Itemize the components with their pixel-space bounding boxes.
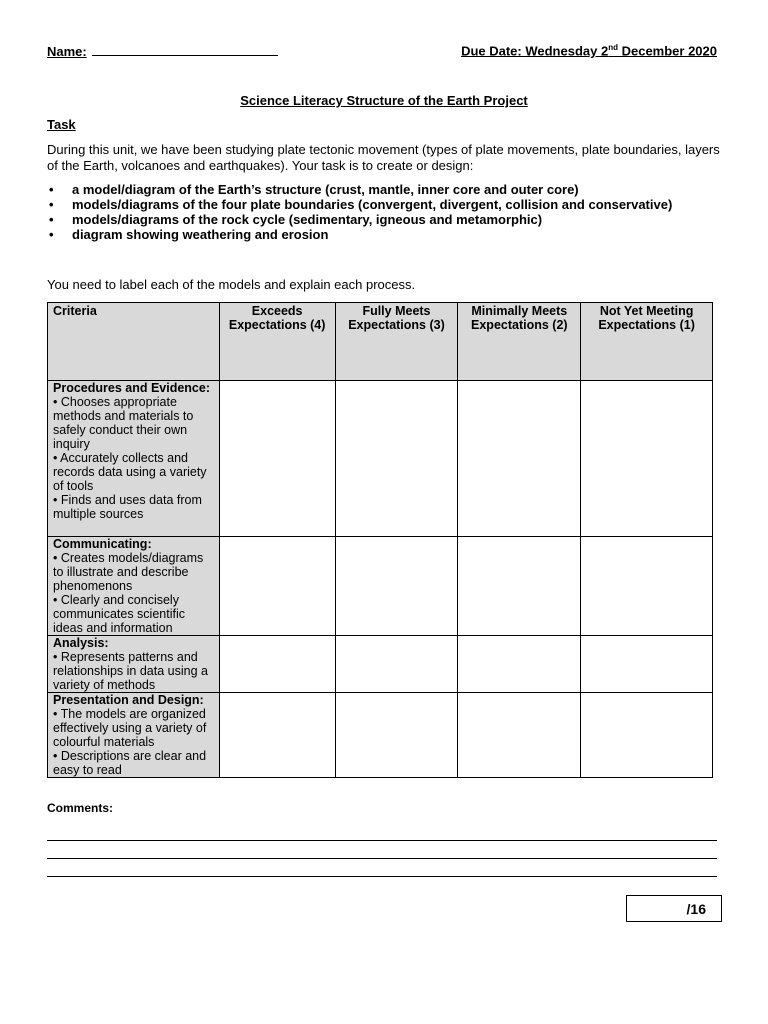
task-bullet: • models/diagrams of the rock cycle (sedimentary, igneous and metamorphic) — [47, 212, 672, 227]
criteria-point: • Accurately collects and records data using a variety of tools — [53, 451, 207, 493]
criteria-point: • Finds and uses data from multiple sources — [53, 493, 202, 521]
score-cell[interactable] — [458, 537, 581, 636]
score-cell[interactable] — [581, 537, 713, 636]
rubric-table — [47, 302, 713, 778]
score-cell[interactable] — [219, 381, 335, 537]
header-exceeds — [219, 303, 335, 381]
score-cell[interactable] — [219, 636, 335, 693]
criteria-point: • Descriptions are clear and easy to read — [53, 749, 207, 777]
criteria-title: Presentation and Design: — [53, 693, 204, 707]
criteria-title: Procedures and Evidence: — [53, 381, 211, 395]
criteria-cell — [48, 636, 220, 693]
header-fully-line2: Expectations (3) — [348, 318, 445, 332]
criteria-cell — [48, 693, 220, 778]
header-fully-meets — [335, 303, 458, 381]
header-notyet-line2: Expectations (1) — [598, 318, 695, 332]
total-score-box[interactable] — [626, 895, 722, 922]
criteria-cell — [48, 537, 220, 636]
score-cell[interactable] — [335, 381, 458, 537]
comment-line[interactable] — [47, 858, 717, 859]
score-cell[interactable] — [219, 693, 335, 778]
criteria-point: • Chooses appropriate methods and materials to safely conduct their own inquiry — [53, 395, 194, 451]
header-not-yet-meeting — [581, 303, 713, 381]
rubric-row-communicating — [48, 537, 713, 636]
criteria-title: Communicating: — [53, 537, 152, 551]
task-heading: Task — [47, 117, 76, 132]
score-cell[interactable] — [335, 693, 458, 778]
score-cell[interactable] — [335, 537, 458, 636]
criteria-cell — [48, 381, 220, 537]
score-cell[interactable] — [581, 381, 713, 537]
document-title: Science Literacy Structure of the Earth Project — [240, 93, 528, 108]
task-bullet: • models/diagrams of the four plate boundaries (convergent, divergent, collision and conservative) — [47, 197, 672, 212]
score-cell[interactable] — [581, 636, 713, 693]
criteria-point: • Creates models/diagrams to illustrate and describe phenomenons — [53, 551, 204, 593]
score-cell[interactable] — [581, 693, 713, 778]
due-date — [461, 43, 717, 58]
task-bullet: • a model/diagram of the Earth’s structure (crust, mantle, inner core and outer core) — [47, 182, 672, 197]
rubric-row-analysis — [48, 636, 713, 693]
due-date-suffix: December 2020 — [617, 43, 717, 59]
score-cell[interactable] — [458, 636, 581, 693]
header-minimally-meets — [458, 303, 581, 381]
name-blank-line[interactable] — [92, 43, 278, 56]
header-notyet-line1: Not Yet Meeting — [599, 304, 694, 318]
due-date-ordinal: nd — [608, 43, 618, 52]
score-cell[interactable] — [219, 537, 335, 636]
header-minimally-line2: Expectations (2) — [471, 318, 568, 332]
criteria-point: • Represents patterns and relationships in data using a variety of methods — [53, 650, 208, 692]
score-cell[interactable] — [458, 693, 581, 778]
criteria-point: • Clearly and concisely communicates scientific ideas and information — [53, 593, 185, 635]
comment-line[interactable] — [47, 876, 717, 877]
name-label: Name: — [47, 44, 87, 59]
task-intro: During this unit, we have been studying plate tectonic movement (types of plate movements, plate boundaries, layers of the Earth, volcanoes and earthquakes). Your task is to create or design: — [47, 142, 720, 173]
header-fully-line1: Fully Meets — [362, 304, 431, 318]
rubric-header-row — [48, 303, 713, 381]
rubric-row-procedures — [48, 381, 713, 537]
criteria-point: • The models are organized effectively using a variety of colourful materials — [53, 707, 207, 749]
header-criteria: Criteria — [48, 303, 220, 381]
score-cell[interactable] — [458, 381, 581, 537]
header-minimally-line1: Minimally Meets — [471, 304, 568, 318]
comments-label: Comments: — [47, 801, 114, 815]
criteria-title: Analysis: — [53, 636, 109, 650]
due-date-prefix: Due Date: Wednesday 2 — [461, 43, 609, 59]
label-instruction: You need to label each of the models and explain each process. — [47, 277, 416, 292]
score-cell[interactable] — [335, 636, 458, 693]
header-exceeds-line2: Expectations (4) — [228, 318, 326, 332]
rubric-row-presentation — [48, 693, 713, 778]
total-score-label: /16 — [686, 901, 706, 917]
name-field — [47, 43, 278, 59]
header-exceeds-line1: Exceeds — [251, 304, 303, 318]
task-bullet: • diagram showing weathering and erosion — [47, 227, 672, 242]
task-bullet-list — [47, 182, 672, 242]
comment-line[interactable] — [47, 840, 717, 841]
